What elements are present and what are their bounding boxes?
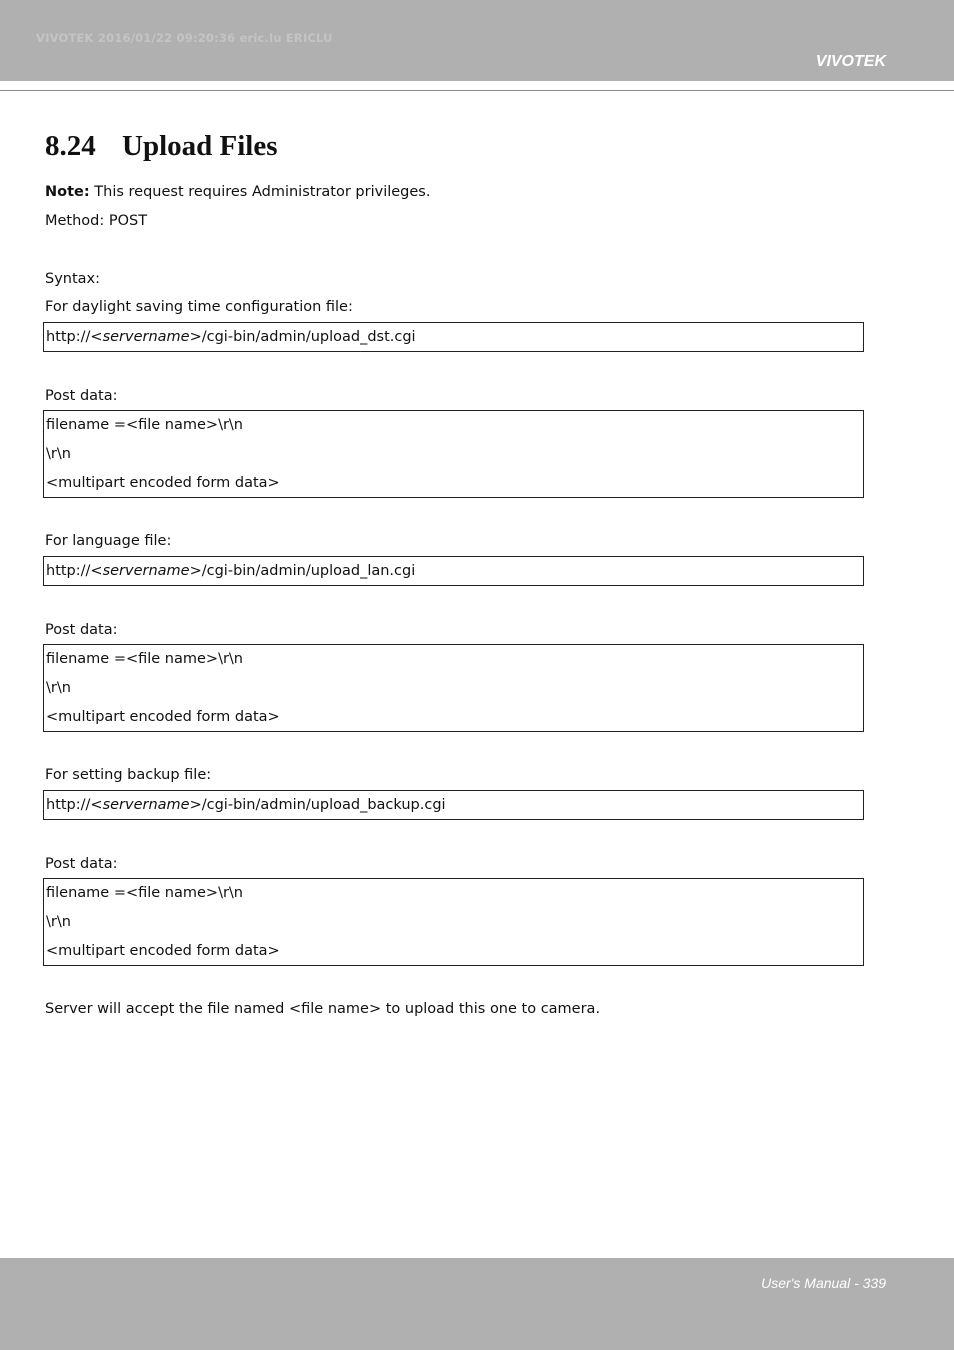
url-servername: <servername> <box>90 797 202 813</box>
caption-dst: For daylight saving time configuration file: <box>45 299 353 315</box>
url-servername: <servername> <box>90 563 202 579</box>
caption-lan: For language file: <box>45 533 172 549</box>
post-line: filename =<file name>\r\n <box>46 417 243 433</box>
post-line: <multipart encoded form data> <box>46 475 280 491</box>
post-line: filename =<file name>\r\n <box>46 651 243 667</box>
note-text: This request requires Administrator privileges. <box>89 184 431 200</box>
note-line <box>45 183 430 201</box>
post-data-box-lan <box>43 644 864 732</box>
post-data-label: Post data: <box>45 856 118 872</box>
post-line: <multipart encoded form data> <box>46 709 280 725</box>
note-label: Note: <box>45 184 90 200</box>
url-prefix: http:// <box>46 797 91 813</box>
post-line: <multipart encoded form data> <box>46 943 280 959</box>
url-prefix: http:// <box>46 329 91 345</box>
caption-backup: For setting backup file: <box>45 767 212 783</box>
page-footer <box>0 1258 954 1350</box>
page-header <box>0 0 954 81</box>
url-path: /cgi-bin/admin/upload_lan.cgi <box>201 563 416 579</box>
section-title: Upload Files <box>122 130 278 162</box>
url-path: /cgi-bin/admin/upload_dst.cgi <box>201 329 416 345</box>
post-data-box-dst <box>43 410 864 498</box>
url-box-backup <box>43 790 864 820</box>
url-prefix: http:// <box>46 563 91 579</box>
url-text <box>46 796 446 814</box>
post-data-label: Post data: <box>45 622 118 638</box>
page-number: User's Manual - 339 <box>761 1275 886 1291</box>
post-line: \r\n <box>46 680 71 696</box>
post-data-box-backup <box>43 878 864 966</box>
url-path: /cgi-bin/admin/upload_backup.cgi <box>201 797 446 813</box>
method-line: Method: POST <box>45 213 148 229</box>
post-line: \r\n <box>46 914 71 930</box>
url-servername: <servername> <box>90 329 202 345</box>
closing-paragraph: Server will accept the file named <file name> to upload this one to camera. <box>45 1001 601 1017</box>
url-box-lan <box>43 556 864 586</box>
post-data-label: Post data: <box>45 388 118 404</box>
syntax-label: Syntax: <box>45 271 101 287</box>
post-line: filename =<file name>\r\n <box>46 885 243 901</box>
brand-logo-text: VIVOTEK <box>815 53 886 70</box>
header-divider <box>0 90 954 91</box>
section-number: 8.24 <box>45 130 96 162</box>
section-heading <box>45 130 278 163</box>
post-line: \r\n <box>46 446 71 462</box>
watermark-text: VIVOTEK 2016/01/22 09:20:36 eric.lu ERICLU <box>36 31 333 45</box>
url-box-dst <box>43 322 864 352</box>
url-text <box>46 328 416 346</box>
url-text <box>46 562 415 580</box>
